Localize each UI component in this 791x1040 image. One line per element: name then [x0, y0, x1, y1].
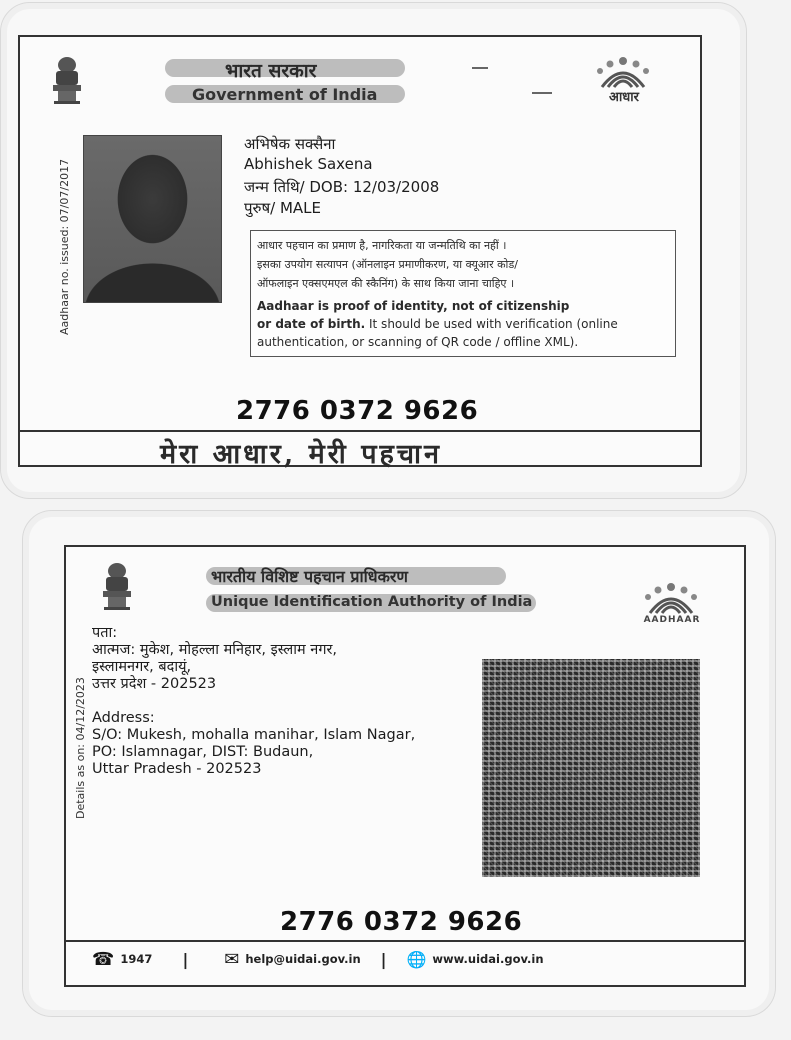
date-of-birth: जन्म तिथि/ DOB: 12/03/2008: [244, 178, 440, 196]
helpline-number: 1947: [120, 952, 153, 966]
notice-hindi-line-1: आधार पहचान का प्रमाण है, नागरिकता या जन्मतिथि का नहीं ।: [257, 239, 507, 252]
aadhaar-number-back: 2776 0372 9626: [280, 907, 523, 937]
notice-hindi-line-3: ऑफलाइन एक्सएमएल की स्कैनिंग) के साथ किया जाना चाहिए ।: [257, 277, 515, 290]
header-dash: [532, 92, 552, 94]
footer-separator: |: [380, 949, 387, 969]
authority-hindi-title: भारतीय विशिष्ट पहचान प्राधिकरण: [211, 567, 408, 586]
qr-code: [482, 659, 700, 877]
globe-icon: 🌐: [406, 949, 427, 969]
notice-box: [250, 230, 676, 357]
address-english-line: S/O: Mukesh, mohalla manihar, Islam Nagar,: [92, 727, 416, 743]
notice-english: [257, 297, 669, 351]
details-date-vertical: Details as on: 04/12/2023: [74, 677, 87, 819]
name-hindi: अभिषेक सक्सैना: [244, 135, 336, 153]
authority-english-title: Unique Identification Authority of India: [211, 594, 533, 610]
front-card: [18, 35, 702, 470]
tagline: मेरा आधार, मेरी पहचान: [160, 439, 442, 470]
name-english: Abhishek Saxena: [244, 155, 373, 173]
govt-hindi-title: भारत सरकार: [225, 60, 317, 82]
notice-en-bold-1: Aadhaar is proof of identity, not of citizenship: [257, 299, 570, 313]
address-english-line: Address:: [92, 710, 155, 726]
aadhaar-number-front: 2776 0372 9626: [236, 396, 479, 426]
holder-photo: [83, 135, 222, 303]
back-card: [64, 545, 746, 987]
aadhaar-logo-icon: [632, 581, 712, 625]
aadhaar-logo-icon: [588, 55, 660, 105]
aadhaar-logo-text: आधार: [609, 90, 639, 105]
notice-en-rest-2: authentication, or scanning of QR code / offline XML).: [257, 335, 579, 349]
header-dash: [472, 67, 488, 69]
footer-bar: [92, 947, 722, 971]
tagline-divider: [20, 430, 700, 432]
email-icon: ✉: [224, 948, 240, 970]
notice-en-bold-2: or date of birth.: [257, 317, 366, 331]
notice-en-rest-1: It should be used with verification (online: [365, 317, 618, 331]
address-hindi-block: [92, 625, 337, 693]
address-english-block: [92, 710, 415, 778]
aadhaar-logo-text: AADHAAR: [643, 615, 701, 625]
national-emblem-icon: [100, 561, 134, 613]
footer-divider: [66, 940, 744, 942]
help-email: help@uidai.gov.in: [245, 952, 361, 966]
issued-date-vertical: Aadhaar no. issued: 07/07/2017: [58, 158, 71, 335]
address-english-line: Uttar Pradesh - 202523: [92, 761, 262, 777]
website: www.uidai.gov.in: [432, 952, 544, 966]
address-hindi-line: इस्लामनगर, बदायूं,: [92, 659, 192, 675]
address-hindi-line: उत्तर प्रदेश - 202523: [92, 676, 217, 692]
notice-hindi-line-2: इसका उपयोग सत्यापन (ऑनलाइन प्रमाणीकरण, या क्यूआर कोड/: [257, 258, 518, 271]
govt-english-title: Government of India: [192, 85, 378, 104]
address-hindi-line: पता:: [92, 625, 118, 641]
footer-separator: |: [182, 949, 189, 969]
gender: पुरुष/ MALE: [244, 199, 322, 217]
address-hindi-line: आत्मज: मुकेश, मोहल्ला मनिहार, इस्लाम नगर,: [92, 642, 338, 658]
address-english-line: PO: Islamnagar, DIST: Budaun,: [92, 744, 314, 760]
phone-icon: ☎: [92, 948, 115, 970]
national-emblem-icon: [50, 55, 84, 107]
